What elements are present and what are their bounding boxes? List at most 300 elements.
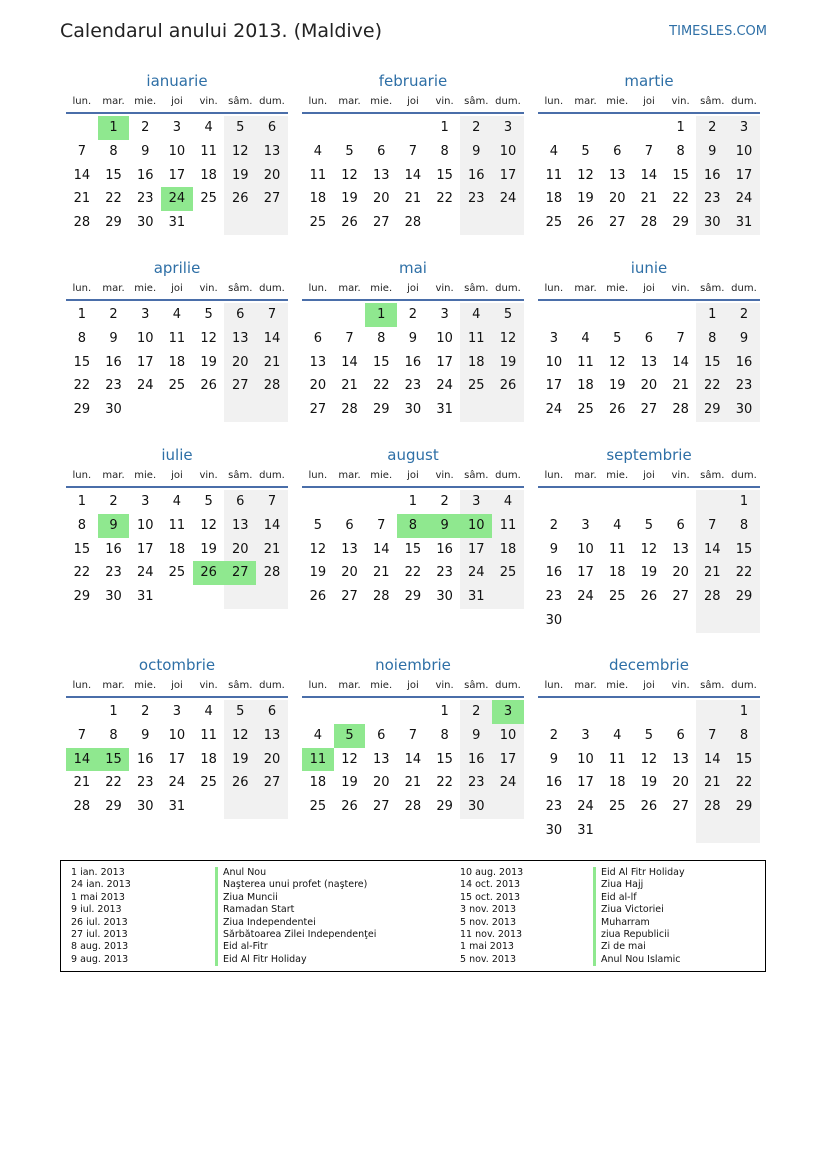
weekday-header xyxy=(302,466,524,488)
empty-day xyxy=(193,585,225,609)
day-cell: 20 xyxy=(341,565,358,581)
day-cell: 17 xyxy=(460,538,492,562)
day-cell: 30 xyxy=(105,589,122,605)
week-row xyxy=(302,187,524,211)
day-cell: 4 xyxy=(613,727,622,743)
day-cell: 13 xyxy=(372,167,390,183)
weekday-label: mar. xyxy=(102,680,125,691)
legend-dates-left xyxy=(71,867,131,966)
empty-day xyxy=(302,700,334,724)
day-cell: 11 xyxy=(460,327,492,351)
weekday-label: mie. xyxy=(606,470,629,481)
weekday-header xyxy=(538,676,760,698)
week-row xyxy=(66,795,288,819)
day-cell: 12 xyxy=(492,327,524,351)
day-cell: 9 xyxy=(109,330,118,346)
day-cell: 10 xyxy=(136,517,154,533)
empty-day xyxy=(601,116,633,140)
weekday-label: lun. xyxy=(72,283,92,294)
weekday-label: vin. xyxy=(435,283,454,294)
weekday-label: lun. xyxy=(72,680,92,691)
weekday-label: mar. xyxy=(102,96,125,107)
day-cell: 13 xyxy=(224,327,256,351)
weekday-label: lun. xyxy=(544,283,564,294)
empty-day xyxy=(696,490,728,514)
day-cell: 4 xyxy=(172,494,182,509)
empty-day xyxy=(365,490,397,514)
day-cell: 30 xyxy=(545,822,563,838)
empty-day xyxy=(728,609,760,633)
day-cell: 11 xyxy=(168,517,186,533)
day-cell: 20 xyxy=(672,775,689,791)
day-cell: 2 xyxy=(109,307,118,322)
weekday-label: mar. xyxy=(338,680,361,691)
day-cell: 10 xyxy=(492,140,524,164)
day-cell: 25 xyxy=(492,561,524,585)
holiday-day: 24 xyxy=(161,187,193,211)
day-cell: 23 xyxy=(105,378,122,394)
day-cell: 13 xyxy=(672,751,689,767)
weekday-label: joi xyxy=(171,680,183,691)
day-cell: 10 xyxy=(168,727,186,743)
week-row xyxy=(66,211,288,235)
empty-day xyxy=(256,211,288,235)
day-cell: 27 xyxy=(256,771,288,795)
empty-day xyxy=(492,585,524,609)
day-cell: 27 xyxy=(224,374,256,398)
weekday-label: vin. xyxy=(671,283,690,294)
day-cell: 24 xyxy=(136,565,154,581)
day-cell: 5 xyxy=(204,494,213,509)
day-cell: 30 xyxy=(436,589,453,605)
day-cell: 20 xyxy=(672,565,689,581)
week-row xyxy=(302,490,524,514)
empty-day xyxy=(728,819,760,843)
weekday-header xyxy=(302,279,524,301)
legend-holiday-name: Eid al-Fitr xyxy=(215,941,376,953)
day-cell: 31 xyxy=(168,799,186,815)
day-cell: 8 xyxy=(676,143,685,159)
day-cell: 13 xyxy=(640,354,658,370)
day-cell: 31 xyxy=(728,211,760,235)
empty-day xyxy=(570,116,602,140)
day-cell: 4 xyxy=(313,727,322,743)
day-cell: 6 xyxy=(676,517,685,533)
weekday-label: lun. xyxy=(308,680,328,691)
week-row xyxy=(538,211,760,235)
day-cell: 3 xyxy=(172,120,182,135)
week-row xyxy=(66,771,288,795)
weekday-label: joi xyxy=(407,470,419,481)
weekday-label: mie. xyxy=(134,470,157,481)
week-row xyxy=(538,374,760,398)
week-row xyxy=(538,398,760,422)
day-cell: 30 xyxy=(136,215,154,231)
empty-day xyxy=(570,303,602,327)
weekday-label: mie. xyxy=(370,96,393,107)
day-cell: 5 xyxy=(313,517,322,533)
weekday-label: sâm. xyxy=(228,96,253,107)
day-cell: 23 xyxy=(136,191,154,207)
weekday-label: vin. xyxy=(671,680,690,691)
day-cell: 28 xyxy=(696,585,728,609)
empty-day xyxy=(665,303,697,327)
day-cell: 22 xyxy=(728,561,760,585)
day-cell: 29 xyxy=(728,585,760,609)
weekday-label: sâm. xyxy=(464,680,489,691)
weekday-label: lun. xyxy=(72,96,92,107)
day-cell: 28 xyxy=(256,374,288,398)
day-cell: 20 xyxy=(309,378,327,394)
day-cell: 17 xyxy=(545,378,563,394)
day-cell: 13 xyxy=(372,751,390,767)
day-cell: 10 xyxy=(577,751,594,767)
weekday-label: lun. xyxy=(308,96,328,107)
day-cell: 20 xyxy=(256,748,288,772)
day-cell: 16 xyxy=(460,748,492,772)
holiday-day: 15 xyxy=(98,748,130,772)
day-cell: 4 xyxy=(460,303,492,327)
empty-day xyxy=(302,116,334,140)
day-cell: 13 xyxy=(256,140,288,164)
week-row xyxy=(66,116,288,140)
day-cell: 29 xyxy=(372,402,390,418)
day-cell: 12 xyxy=(200,330,217,346)
day-cell: 26 xyxy=(200,378,217,394)
day-cell: 13 xyxy=(256,724,288,748)
empty-day xyxy=(193,398,225,422)
weekday-label: sâm. xyxy=(700,283,725,294)
weekday-label: mie. xyxy=(370,283,393,294)
week-row xyxy=(66,303,288,327)
day-cell: 2 xyxy=(549,517,558,533)
day-cell: 29 xyxy=(404,589,422,605)
day-cell: 20 xyxy=(224,538,256,562)
day-cell: 5 xyxy=(204,307,213,322)
day-cell: 7 xyxy=(696,724,728,748)
day-cell: 14 xyxy=(256,514,288,538)
day-cell: 10 xyxy=(436,330,453,346)
day-cell: 25 xyxy=(577,402,594,418)
week-row xyxy=(538,187,760,211)
holiday-day: 1 xyxy=(365,303,397,327)
day-cell: 24 xyxy=(728,187,760,211)
day-cell: 21 xyxy=(256,538,288,562)
week-row xyxy=(302,351,524,375)
month-name: august xyxy=(387,446,439,464)
day-cell: 7 xyxy=(345,330,354,346)
day-cell: 14 xyxy=(696,748,728,772)
week-row xyxy=(302,398,524,422)
day-cell: 8 xyxy=(377,330,386,346)
day-cell: 24 xyxy=(436,378,453,394)
day-grid xyxy=(538,116,760,235)
legend-holiday-name: Anul Nou Islamic xyxy=(593,954,685,966)
week-row xyxy=(302,374,524,398)
legend-date: 1 mai 2013 xyxy=(460,941,514,953)
day-cell: 2 xyxy=(109,494,118,509)
week-row xyxy=(538,538,760,562)
day-cell: 16 xyxy=(105,354,122,370)
day-cell: 9 xyxy=(141,143,150,159)
day-cell: 8 xyxy=(440,143,449,159)
month-iulie xyxy=(66,444,288,609)
empty-day xyxy=(161,585,193,609)
week-row xyxy=(302,724,524,748)
day-cell: 1 xyxy=(696,303,728,327)
empty-day xyxy=(66,700,98,724)
legend-date: 9 aug. 2013 xyxy=(71,953,129,965)
day-cell: 14 xyxy=(372,541,390,557)
day-cell: 8 xyxy=(696,327,728,351)
day-cell: 28 xyxy=(372,589,390,605)
empty-day xyxy=(665,609,697,633)
day-cell: 19 xyxy=(492,351,524,375)
weekday-header xyxy=(538,92,760,114)
week-row xyxy=(538,748,760,772)
week-row xyxy=(538,609,760,633)
day-cell: 27 xyxy=(256,187,288,211)
weekday-label: mie. xyxy=(606,680,629,691)
weekday-label: mar. xyxy=(102,283,125,294)
day-cell: 15 xyxy=(728,538,760,562)
week-row xyxy=(66,748,288,772)
legend-holiday-name: Anul Nou xyxy=(215,867,376,879)
empty-day xyxy=(224,211,256,235)
weekday-label: dum. xyxy=(495,96,521,107)
day-cell: 18 xyxy=(545,191,563,207)
day-cell: 11 xyxy=(545,167,563,183)
day-cell: 7 xyxy=(408,143,418,159)
day-cell: 23 xyxy=(136,775,154,791)
day-cell: 25 xyxy=(168,565,186,581)
day-cell: 28 xyxy=(640,215,658,231)
weekday-label: mar. xyxy=(338,283,361,294)
day-cell: 28 xyxy=(404,799,422,815)
day-grid xyxy=(66,303,288,422)
day-grid xyxy=(302,700,524,819)
day-cell: 4 xyxy=(492,490,524,514)
day-cell: 14 xyxy=(341,354,358,370)
day-cell: 8 xyxy=(77,330,86,346)
day-cell: 17 xyxy=(136,541,154,557)
day-cell: 26 xyxy=(224,771,256,795)
day-cell: 1 xyxy=(676,120,685,135)
weekday-label: joi xyxy=(407,283,419,294)
week-row xyxy=(538,819,760,843)
day-cell: 3 xyxy=(141,494,150,509)
empty-day xyxy=(429,211,461,235)
weekday-header xyxy=(66,92,288,114)
week-row xyxy=(66,490,288,514)
day-cell: 20 xyxy=(224,351,256,375)
day-cell: 5 xyxy=(224,700,256,724)
day-cell: 2 xyxy=(440,494,449,509)
day-cell: 20 xyxy=(640,378,658,394)
legend-date: 5 nov. 2013 xyxy=(460,916,516,928)
week-row xyxy=(538,561,760,585)
weekday-label: mie. xyxy=(606,96,629,107)
day-cell: 11 xyxy=(200,727,217,743)
site-link[interactable]: TIMESLES.COM xyxy=(669,24,767,39)
month-name: aprilie xyxy=(153,259,201,277)
weekday-label: mar. xyxy=(338,96,361,107)
day-grid xyxy=(538,700,760,843)
week-row xyxy=(302,585,524,609)
day-cell: 21 xyxy=(73,775,91,791)
empty-day xyxy=(570,609,602,633)
day-cell: 4 xyxy=(204,120,213,135)
day-cell: 15 xyxy=(696,351,728,375)
day-cell: 17 xyxy=(728,164,760,188)
weekday-label: sâm. xyxy=(228,283,253,294)
weekday-label: sâm. xyxy=(464,470,489,481)
week-row xyxy=(302,116,524,140)
day-cell: 28 xyxy=(404,215,422,231)
day-cell: 29 xyxy=(105,215,122,231)
empty-day xyxy=(696,700,728,724)
legend-date: 24 ian. 2013 xyxy=(71,879,131,891)
weekday-label: vin. xyxy=(435,680,454,691)
weekday-label: sâm. xyxy=(700,470,725,481)
week-row xyxy=(538,724,760,748)
weekday-label: dum. xyxy=(259,96,285,107)
legend-holiday-name: Ziua Victoriei xyxy=(593,904,685,916)
week-row xyxy=(66,514,288,538)
empty-day xyxy=(129,398,161,422)
weekday-header xyxy=(302,92,524,114)
holiday-day: 3 xyxy=(492,700,524,724)
day-cell: 21 xyxy=(404,191,422,207)
legend-holiday-name: Ramadan Start xyxy=(215,904,376,916)
day-cell: 12 xyxy=(341,167,358,183)
month-octombrie xyxy=(66,654,288,819)
day-cell: 19 xyxy=(341,191,358,207)
day-cell: 14 xyxy=(696,538,728,562)
day-cell: 6 xyxy=(224,490,256,514)
empty-day xyxy=(161,398,193,422)
month-ianuarie xyxy=(66,70,288,235)
day-cell: 27 xyxy=(672,799,689,815)
day-cell: 14 xyxy=(404,751,422,767)
day-cell: 26 xyxy=(640,589,658,605)
holiday-day: 27 xyxy=(224,561,256,585)
day-cell: 13 xyxy=(309,354,327,370)
holiday-day: 1 xyxy=(98,116,130,140)
day-cell: 17 xyxy=(136,354,154,370)
empty-day xyxy=(256,585,288,609)
weekday-header xyxy=(66,279,288,301)
day-cell: 16 xyxy=(136,167,154,183)
week-row xyxy=(302,795,524,819)
day-cell: 24 xyxy=(492,771,524,795)
day-cell: 6 xyxy=(256,116,288,140)
day-cell: 12 xyxy=(577,167,594,183)
day-cell: 27 xyxy=(309,402,327,418)
day-cell: 31 xyxy=(577,822,594,838)
weekday-label: dum. xyxy=(259,680,285,691)
day-cell: 25 xyxy=(200,775,217,791)
weekday-label: lun. xyxy=(72,470,92,481)
week-row xyxy=(66,700,288,724)
day-cell: 1 xyxy=(77,307,86,322)
weekday-label: vin. xyxy=(199,470,218,481)
day-cell: 25 xyxy=(545,215,563,231)
day-cell: 23 xyxy=(436,565,453,581)
day-cell: 23 xyxy=(404,378,422,394)
weekday-label: mie. xyxy=(370,680,393,691)
day-cell: 14 xyxy=(672,354,689,370)
month-decembrie xyxy=(538,654,760,843)
week-row xyxy=(302,514,524,538)
day-cell: 26 xyxy=(640,799,658,815)
day-cell: 19 xyxy=(577,191,594,207)
empty-day xyxy=(633,116,665,140)
legend-holiday-name: Zi de mai xyxy=(593,941,685,953)
holiday-day: 8 xyxy=(397,514,429,538)
day-cell: 27 xyxy=(672,589,689,605)
week-row xyxy=(66,187,288,211)
empty-day xyxy=(365,700,397,724)
day-cell: 3 xyxy=(460,490,492,514)
day-cell: 3 xyxy=(581,727,590,743)
day-cell: 30 xyxy=(105,402,122,418)
empty-day xyxy=(224,585,256,609)
weekday-label: dum. xyxy=(259,470,285,481)
empty-day xyxy=(538,303,570,327)
empty-day xyxy=(633,490,665,514)
week-row xyxy=(302,748,524,772)
day-cell: 18 xyxy=(309,191,327,207)
week-row xyxy=(66,724,288,748)
day-cell: 16 xyxy=(728,351,760,375)
day-cell: 15 xyxy=(436,751,453,767)
legend-holiday-name: Ziua Muncii xyxy=(215,892,376,904)
weekday-label: mar. xyxy=(574,680,597,691)
day-cell: 16 xyxy=(545,565,563,581)
weekday-label: joi xyxy=(643,470,655,481)
day-cell: 28 xyxy=(256,561,288,585)
day-cell: 9 xyxy=(549,541,558,557)
day-cell: 29 xyxy=(105,799,122,815)
day-cell: 27 xyxy=(608,215,626,231)
day-cell: 31 xyxy=(460,585,492,609)
day-cell: 26 xyxy=(309,589,327,605)
weekday-header xyxy=(66,676,288,698)
empty-day xyxy=(633,700,665,724)
weekday-label: mie. xyxy=(134,96,157,107)
day-cell: 17 xyxy=(492,748,524,772)
day-cell: 13 xyxy=(224,514,256,538)
empty-day xyxy=(696,609,728,633)
month-name: iunie xyxy=(630,259,668,277)
day-cell: 27 xyxy=(372,215,390,231)
day-cell: 1 xyxy=(408,494,418,509)
day-cell: 19 xyxy=(608,378,626,394)
weekday-label: sâm. xyxy=(228,680,253,691)
day-cell: 18 xyxy=(577,378,594,394)
empty-day xyxy=(601,819,633,843)
weekday-label: dum. xyxy=(731,470,757,481)
weekday-label: joi xyxy=(407,96,419,107)
day-cell: 19 xyxy=(341,775,358,791)
day-cell: 1 xyxy=(440,704,449,719)
legend-date: 5 nov. 2013 xyxy=(460,953,516,965)
week-row xyxy=(538,116,760,140)
day-cell: 9 xyxy=(549,751,558,767)
day-cell: 31 xyxy=(168,215,186,231)
day-cell: 9 xyxy=(460,724,492,748)
